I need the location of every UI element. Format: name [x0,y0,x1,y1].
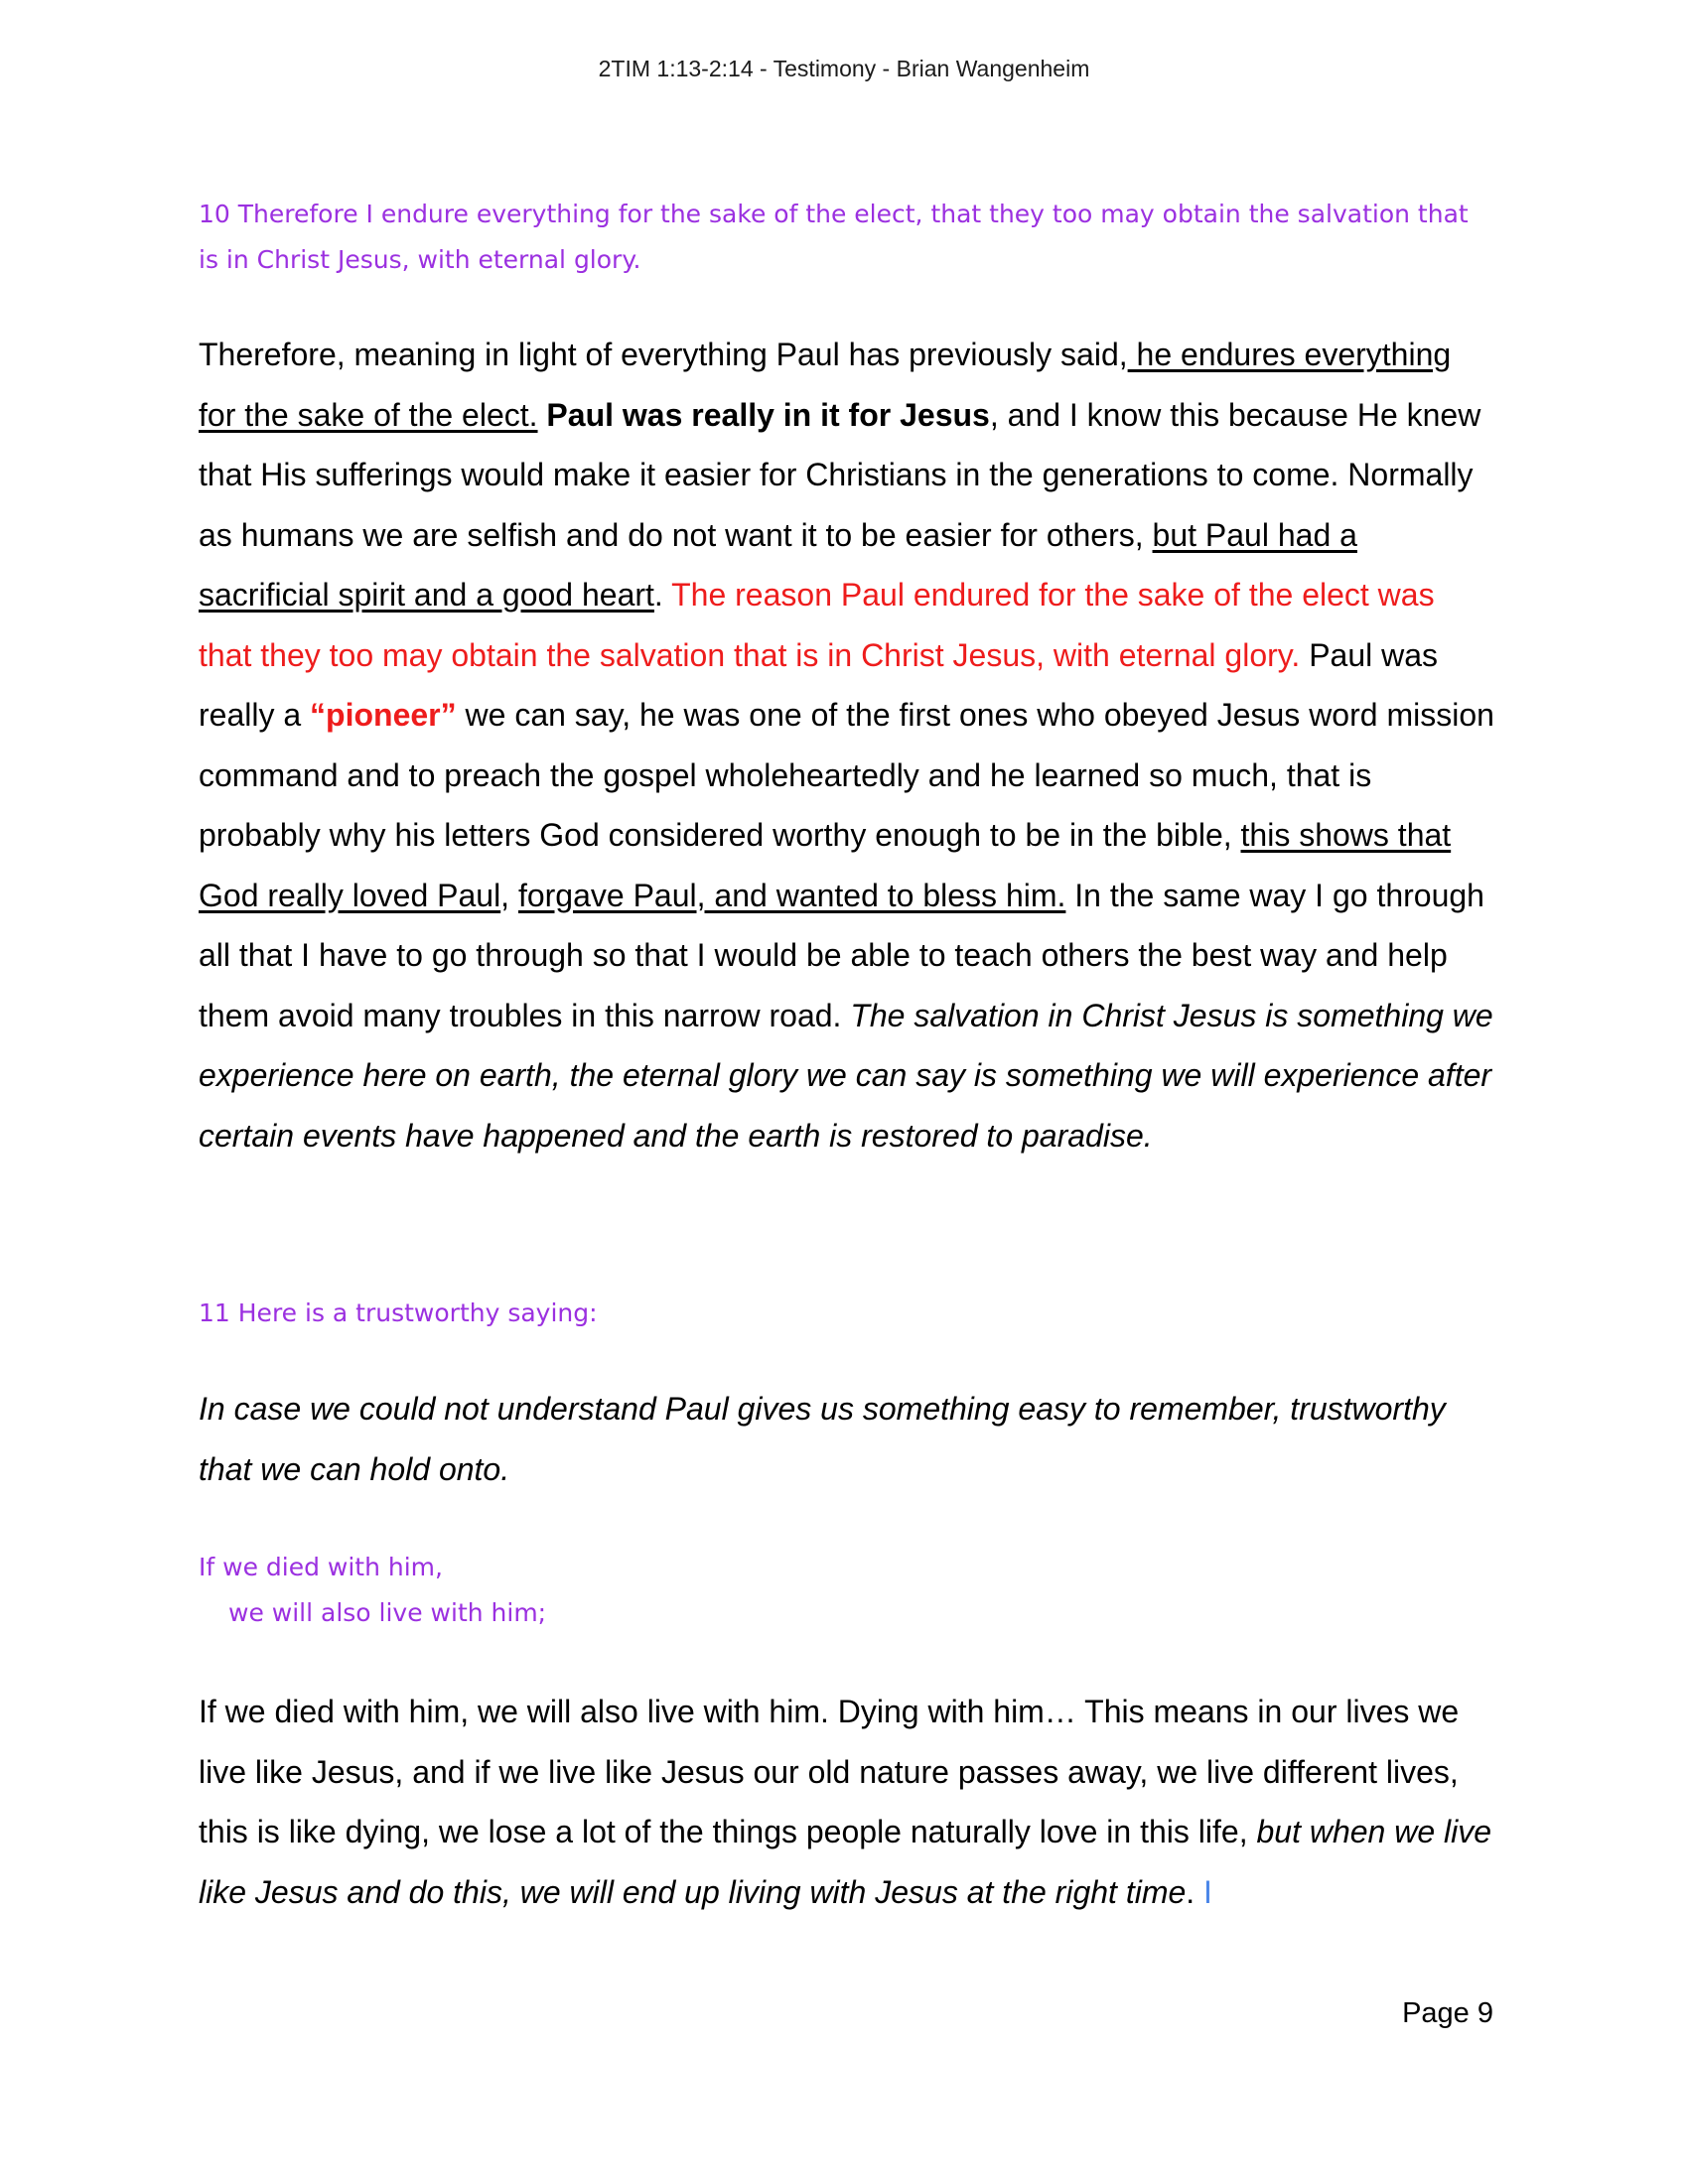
poem-line-2: we will also live with him; [228,1598,547,1627]
text-run: In the same way I go through all that I have to go through so that I would be able to teach others the best way and help them avoid many troubles in this narrow road. [199,877,1484,1033]
text-run: . [653,577,672,613]
red-highlight-text: The reason Paul endured for the sake of the elect was that they too may obtain the salvation that is in Christ Jesus, with eternal glory. [199,577,1435,673]
text-run: If we died with him, we will also live with him. Dying with him… This means in our lives we live like Jesus, and if we live like Jesus our old nature passes away, we live different lives, this is like dying, we lose a lot of the things people naturally love in this life, [199,1694,1460,1849]
commentary-paragraph-1 [199,325,1494,1165]
underlined-text: but Paul had a sacrificial spirit and a good heart [199,516,1357,613]
text-run: Therefore, meaning in light of everything Paul has previously said, [199,337,1128,372]
underlined-text: he endures everything for the sake of the elect. [199,337,1452,433]
underlined-text: forgave Paul, and wanted to bless him. [517,877,1066,913]
bold-text: Paul was really in it for Jesus [546,396,990,433]
text-run: . [1186,1873,1204,1910]
verse-11-poem [199,1545,1494,1636]
text-run: , [500,877,518,913]
page-number: Page 9 [1402,1997,1493,2029]
pioneer-emphasis: “pioneer” [310,697,457,733]
verse-11: 11 Here is a trustworthy saying: [199,1298,598,1327]
text-cursor-fragment: I [1203,1873,1212,1910]
italic-text: but when we live like Jesus and do this, we will end up living with Jesus at the right time [199,1814,1492,1910]
text-run: , and I know this because He knew that His sufferings would make it easier for Christians in the generations to come. Normally as humans we are selfish and do not want it to be easier for others, [199,396,1481,553]
verse-11-block [199,1291,1494,1336]
verse-10: 10 Therefore I endure everything for the sake of the elect, that they too may obtain the salvation that is in Christ Jesus, with eternal glory. [199,200,1469,274]
page-header: 2TIM 1:13-2:14 - Testimony - Brian Wangenheim [598,56,1090,81]
italic-paragraph: In case we could not understand Paul gives us something easy to remember, trustworthy that we can hold onto. [199,1391,1446,1487]
verse-10-block [199,192,1494,283]
italic-text: The salvation in Christ Jesus is something we experience here on earth, the eternal glory we can say is something we will experience after certain events have happened and the earth is restored to paradise. [199,997,1493,1154]
commentary-paragraph-2 [199,1379,1494,1499]
underlined-text: this shows that God really loved Paul [199,817,1452,913]
text-run: Paul was really a [199,636,1439,733]
poem-line-1: If we died with him, [199,1553,443,1581]
commentary-paragraph-3 [199,1682,1494,1922]
text-run: we can say, he was one of the first ones who obeyed Jesus word mission command and to preach the gospel wholeheartedly and he learned so much, that is probably why his letters God considered worthy enough to be in the bible, [199,697,1494,853]
